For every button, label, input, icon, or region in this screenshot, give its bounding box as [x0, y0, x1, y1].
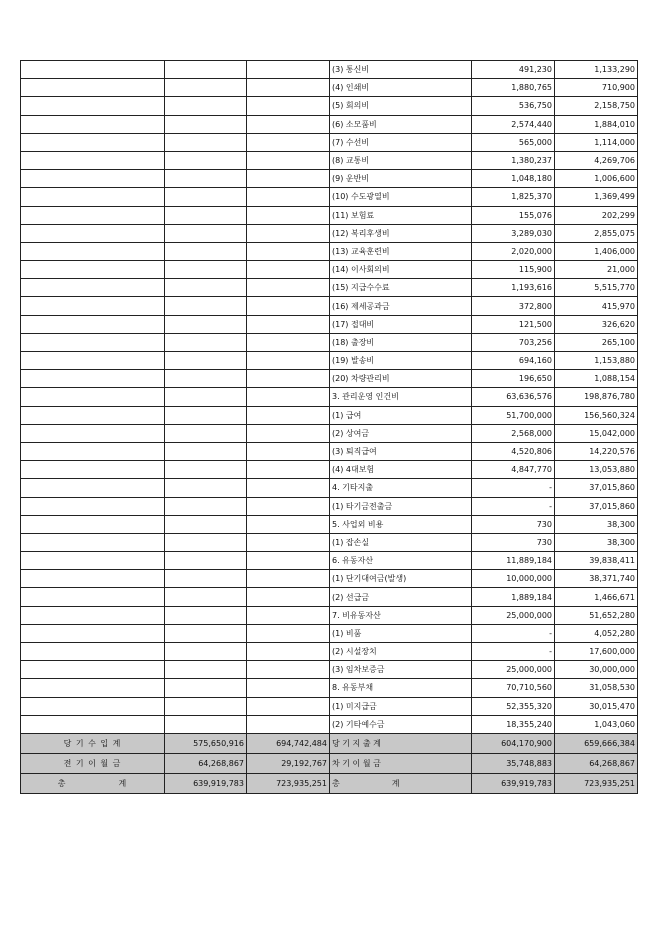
- income-previous-cell: [247, 97, 330, 115]
- expense-current-cell: 2,020,000: [472, 242, 555, 260]
- expense-current-cell: 565,000: [472, 133, 555, 151]
- income-current-cell: [165, 606, 247, 624]
- income-current-cell: [165, 97, 247, 115]
- table-row: [21, 461, 638, 479]
- table-row: [21, 588, 638, 606]
- income-current-cell: [165, 224, 247, 242]
- expense-previous-cell: 30,015,470: [555, 697, 638, 715]
- expense-item-cell: (9) 운반비: [330, 170, 472, 188]
- income-current-cell: [165, 170, 247, 188]
- prior-carryover-current: 64,268,867: [165, 753, 247, 773]
- income-current-cell: [165, 442, 247, 460]
- prior-carryover-label: 전 기 이 월 금: [21, 753, 165, 773]
- table-row: [21, 424, 638, 442]
- expense-item-cell: 4. 기타지출: [330, 479, 472, 497]
- expense-item-cell: (10) 수도광열비: [330, 188, 472, 206]
- income-previous-cell: [247, 333, 330, 351]
- income-item-cell: [21, 552, 165, 570]
- income-previous-cell: [247, 115, 330, 133]
- expense-previous-cell: 1,006,600: [555, 170, 638, 188]
- expense-previous-cell: 37,015,860: [555, 497, 638, 515]
- table-row: [21, 715, 638, 733]
- expense-previous-cell: 5,515,770: [555, 279, 638, 297]
- table-row: [21, 497, 638, 515]
- income-item-cell: [21, 406, 165, 424]
- expense-current-cell: 25,000,000: [472, 661, 555, 679]
- income-item-cell: [21, 643, 165, 661]
- expense-current-cell: 1,889,184: [472, 588, 555, 606]
- income-item-cell: [21, 297, 165, 315]
- expense-previous-cell: 51,652,280: [555, 606, 638, 624]
- income-item-cell: [21, 279, 165, 297]
- expense-current-cell: 1,048,180: [472, 170, 555, 188]
- income-current-cell: [165, 515, 247, 533]
- income-current-cell: [165, 370, 247, 388]
- expense-item-cell: (2) 시설장치: [330, 643, 472, 661]
- expense-item-cell: (7) 수선비: [330, 133, 472, 151]
- expense-item-cell: (14) 이사회의비: [330, 261, 472, 279]
- expense-current-cell: 730: [472, 515, 555, 533]
- expense-current-cell: 115,900: [472, 261, 555, 279]
- income-previous-cell: [247, 206, 330, 224]
- expense-item-cell: (3) 임차보증금: [330, 661, 472, 679]
- ledger-summary: [21, 733, 638, 793]
- income-item-cell: [21, 315, 165, 333]
- expense-previous-cell: 2,855,075: [555, 224, 638, 242]
- table-row: [21, 79, 638, 97]
- income-previous-cell: [247, 442, 330, 460]
- income-previous-cell: [247, 497, 330, 515]
- current-total-row: [21, 733, 638, 753]
- expense-current-cell: 18,355,240: [472, 715, 555, 733]
- income-item-cell: [21, 388, 165, 406]
- income-grand-total-previous: 723,935,251: [247, 773, 330, 793]
- expense-current-cell: 2,568,000: [472, 424, 555, 442]
- income-item-cell: [21, 352, 165, 370]
- table-row: [21, 606, 638, 624]
- income-previous-cell: [247, 606, 330, 624]
- income-item-cell: [21, 515, 165, 533]
- table-row: [21, 61, 638, 79]
- expense-current-cell: 1,880,765: [472, 79, 555, 97]
- next-carryover-previous: 64,268,867: [555, 753, 638, 773]
- income-current-cell: [165, 297, 247, 315]
- expense-current-cell: 1,825,370: [472, 188, 555, 206]
- income-previous-cell: [247, 406, 330, 424]
- income-previous-cell: [247, 643, 330, 661]
- table-row: [21, 697, 638, 715]
- expense-current-cell: 70,710,560: [472, 679, 555, 697]
- income-item-cell: [21, 224, 165, 242]
- income-current-cell: [165, 643, 247, 661]
- expense-grand-total-label-b: 계: [391, 778, 400, 788]
- table-row: [21, 151, 638, 169]
- expense-total-current: 604,170,900: [472, 733, 555, 753]
- income-previous-cell: [247, 79, 330, 97]
- table-row: [21, 242, 638, 260]
- expense-item-cell: (11) 보험료: [330, 206, 472, 224]
- expense-current-cell: 536,750: [472, 97, 555, 115]
- income-previous-cell: [247, 170, 330, 188]
- income-total-current: 575,650,916: [165, 733, 247, 753]
- table-row: [21, 388, 638, 406]
- income-item-cell: [21, 461, 165, 479]
- income-previous-cell: [247, 479, 330, 497]
- income-item-cell: [21, 588, 165, 606]
- income-previous-cell: [247, 224, 330, 242]
- income-previous-cell: [247, 279, 330, 297]
- expense-item-cell: (3) 퇴직급여: [330, 442, 472, 460]
- income-item-cell: [21, 442, 165, 460]
- expense-previous-cell: 38,300: [555, 533, 638, 551]
- income-item-cell: [21, 497, 165, 515]
- table-row: [21, 406, 638, 424]
- expense-current-cell: 121,500: [472, 315, 555, 333]
- expense-grand-total-previous: 723,935,251: [555, 773, 638, 793]
- expense-previous-cell: 415,970: [555, 297, 638, 315]
- expense-previous-cell: 1,043,060: [555, 715, 638, 733]
- income-current-cell: [165, 279, 247, 297]
- expense-current-cell: -: [472, 497, 555, 515]
- expense-item-cell: (4) 4대보험: [330, 461, 472, 479]
- carryover-row: [21, 753, 638, 773]
- expense-grand-total-label: [330, 773, 472, 793]
- income-current-cell: [165, 624, 247, 642]
- expense-previous-cell: 38,371,740: [555, 570, 638, 588]
- income-current-cell: [165, 406, 247, 424]
- table-row: [21, 370, 638, 388]
- income-current-cell: [165, 315, 247, 333]
- income-item-cell: [21, 79, 165, 97]
- table-row: [21, 206, 638, 224]
- table-row: [21, 533, 638, 551]
- income-item-cell: [21, 679, 165, 697]
- expense-item-cell: (19) 발송비: [330, 352, 472, 370]
- table-row: [21, 552, 638, 570]
- grand-total-row: [21, 773, 638, 793]
- expense-current-cell: 1,380,237: [472, 151, 555, 169]
- table-row: [21, 297, 638, 315]
- expense-previous-cell: 156,560,324: [555, 406, 638, 424]
- income-grand-total-label-a: 총: [57, 778, 67, 788]
- expense-previous-cell: 17,600,000: [555, 643, 638, 661]
- table-row: [21, 442, 638, 460]
- expense-current-cell: 4,520,806: [472, 442, 555, 460]
- table-row: [21, 224, 638, 242]
- income-item-cell: [21, 424, 165, 442]
- table-row: [21, 279, 638, 297]
- expense-previous-cell: 1,133,290: [555, 61, 638, 79]
- expense-current-cell: 694,160: [472, 352, 555, 370]
- income-item-cell: [21, 697, 165, 715]
- income-current-cell: [165, 533, 247, 551]
- expense-item-cell: 7. 비유동자산: [330, 606, 472, 624]
- income-previous-cell: [247, 588, 330, 606]
- income-current-cell: [165, 461, 247, 479]
- expense-current-cell: 4,847,770: [472, 461, 555, 479]
- expense-item-cell: (6) 소모품비: [330, 115, 472, 133]
- income-current-cell: [165, 479, 247, 497]
- expense-previous-cell: 202,299: [555, 206, 638, 224]
- expense-current-cell: -: [472, 643, 555, 661]
- income-previous-cell: [247, 297, 330, 315]
- income-item-cell: [21, 61, 165, 79]
- income-current-cell: [165, 242, 247, 260]
- expense-current-cell: 10,000,000: [472, 570, 555, 588]
- expense-item-cell: (1) 미지급금: [330, 697, 472, 715]
- income-current-cell: [165, 133, 247, 151]
- expense-current-cell: 25,000,000: [472, 606, 555, 624]
- income-current-cell: [165, 61, 247, 79]
- expense-item-cell: (2) 상여금: [330, 424, 472, 442]
- table-row: [21, 624, 638, 642]
- income-current-cell: [165, 552, 247, 570]
- income-item-cell: [21, 151, 165, 169]
- income-grand-total-label: [21, 773, 165, 793]
- income-current-cell: [165, 661, 247, 679]
- expense-item-cell: (1) 급여: [330, 406, 472, 424]
- expense-item-cell: (12) 복리후생비: [330, 224, 472, 242]
- expense-item-cell: (1) 단기대여금(발생): [330, 570, 472, 588]
- income-item-cell: [21, 170, 165, 188]
- table-row: [21, 515, 638, 533]
- expense-previous-cell: 14,220,576: [555, 442, 638, 460]
- expense-total-previous: 659,666,384: [555, 733, 638, 753]
- income-current-cell: [165, 679, 247, 697]
- expense-current-cell: -: [472, 479, 555, 497]
- income-expense-ledger-table: [20, 60, 638, 794]
- income-total-previous: 694,742,484: [247, 733, 330, 753]
- table-row: [21, 352, 638, 370]
- expense-item-cell: (2) 선급금: [330, 588, 472, 606]
- expense-previous-cell: 326,620: [555, 315, 638, 333]
- income-item-cell: [21, 570, 165, 588]
- expense-previous-cell: 1,884,010: [555, 115, 638, 133]
- income-current-cell: [165, 261, 247, 279]
- income-previous-cell: [247, 533, 330, 551]
- income-previous-cell: [247, 697, 330, 715]
- expense-previous-cell: 2,158,750: [555, 97, 638, 115]
- income-previous-cell: [247, 352, 330, 370]
- income-current-cell: [165, 497, 247, 515]
- income-current-cell: [165, 588, 247, 606]
- income-current-cell: [165, 188, 247, 206]
- expense-previous-cell: 265,100: [555, 333, 638, 351]
- income-previous-cell: [247, 315, 330, 333]
- next-carryover-label: 차 기 이 월 금: [330, 753, 472, 773]
- income-current-cell: [165, 388, 247, 406]
- income-current-cell: [165, 352, 247, 370]
- expense-current-cell: 51,700,000: [472, 406, 555, 424]
- income-item-cell: [21, 533, 165, 551]
- expense-item-cell: (15) 지급수수료: [330, 279, 472, 297]
- income-current-cell: [165, 333, 247, 351]
- expense-item-cell: (13) 교육훈련비: [330, 242, 472, 260]
- table-row: [21, 570, 638, 588]
- expense-current-cell: 11,889,184: [472, 552, 555, 570]
- expense-item-cell: (8) 교통비: [330, 151, 472, 169]
- income-previous-cell: [247, 661, 330, 679]
- table-row: [21, 188, 638, 206]
- expense-current-cell: 491,230: [472, 61, 555, 79]
- expense-item-cell: (1) 타기금전출금: [330, 497, 472, 515]
- table-row: [21, 679, 638, 697]
- expense-current-cell: -: [472, 624, 555, 642]
- income-current-cell: [165, 570, 247, 588]
- expense-previous-cell: 4,052,280: [555, 624, 638, 642]
- income-item-cell: [21, 115, 165, 133]
- income-item-cell: [21, 661, 165, 679]
- prior-carryover-previous: 29,192,767: [247, 753, 330, 773]
- expense-item-cell: (4) 인쇄비: [330, 79, 472, 97]
- expense-previous-cell: 1,114,000: [555, 133, 638, 151]
- income-previous-cell: [247, 61, 330, 79]
- income-previous-cell: [247, 424, 330, 442]
- table-row: [21, 333, 638, 351]
- expense-total-label: 당 기 지 출 계: [330, 733, 472, 753]
- expense-previous-cell: 30,000,000: [555, 661, 638, 679]
- expense-previous-cell: 710,900: [555, 79, 638, 97]
- income-previous-cell: [247, 133, 330, 151]
- expense-previous-cell: 1,466,671: [555, 588, 638, 606]
- income-item-cell: [21, 261, 165, 279]
- income-current-cell: [165, 79, 247, 97]
- income-item-cell: [21, 606, 165, 624]
- expense-item-cell: (5) 회의비: [330, 97, 472, 115]
- ledger-body: [21, 61, 638, 734]
- income-grand-total-current: 639,919,783: [165, 773, 247, 793]
- expense-grand-total-current: 639,919,783: [472, 773, 555, 793]
- income-item-cell: [21, 370, 165, 388]
- expense-previous-cell: 198,876,780: [555, 388, 638, 406]
- expense-previous-cell: 1,088,154: [555, 370, 638, 388]
- expense-previous-cell: 1,369,499: [555, 188, 638, 206]
- income-previous-cell: [247, 388, 330, 406]
- expense-item-cell: 8. 유동부채: [330, 679, 472, 697]
- expense-item-cell: (1) 잡손실: [330, 533, 472, 551]
- expense-grand-total-label-a: 총: [332, 778, 340, 788]
- table-row: [21, 133, 638, 151]
- table-row: [21, 661, 638, 679]
- table-row: [21, 115, 638, 133]
- income-item-cell: [21, 624, 165, 642]
- income-current-cell: [165, 715, 247, 733]
- income-previous-cell: [247, 461, 330, 479]
- income-previous-cell: [247, 242, 330, 260]
- table-row: [21, 97, 638, 115]
- income-item-cell: [21, 715, 165, 733]
- expense-item-cell: 6. 유동자산: [330, 552, 472, 570]
- expense-previous-cell: 4,269,706: [555, 151, 638, 169]
- expense-current-cell: 703,256: [472, 333, 555, 351]
- table-row: [21, 170, 638, 188]
- expense-current-cell: 196,650: [472, 370, 555, 388]
- income-current-cell: [165, 424, 247, 442]
- income-item-cell: [21, 97, 165, 115]
- income-item-cell: [21, 188, 165, 206]
- income-previous-cell: [247, 624, 330, 642]
- income-current-cell: [165, 115, 247, 133]
- expense-current-cell: 730: [472, 533, 555, 551]
- expense-item-cell: (18) 출장비: [330, 333, 472, 351]
- table-row: [21, 479, 638, 497]
- expense-item-cell: (3) 통신비: [330, 61, 472, 79]
- next-carryover-current: 35,748,883: [472, 753, 555, 773]
- expense-previous-cell: 21,000: [555, 261, 638, 279]
- income-item-cell: [21, 333, 165, 351]
- expense-current-cell: 63,636,576: [472, 388, 555, 406]
- income-item-cell: [21, 133, 165, 151]
- income-previous-cell: [247, 151, 330, 169]
- expense-previous-cell: 39,838,411: [555, 552, 638, 570]
- income-total-label: 당 기 수 입 계: [21, 733, 165, 753]
- expense-current-cell: 52,355,320: [472, 697, 555, 715]
- income-previous-cell: [247, 715, 330, 733]
- income-previous-cell: [247, 370, 330, 388]
- expense-current-cell: 372,800: [472, 297, 555, 315]
- income-grand-total-label-b: 계: [118, 778, 128, 788]
- expense-previous-cell: 1,406,000: [555, 242, 638, 260]
- expense-item-cell: 3. 관리운영 인건비: [330, 388, 472, 406]
- income-current-cell: [165, 206, 247, 224]
- expense-current-cell: 2,574,440: [472, 115, 555, 133]
- income-previous-cell: [247, 515, 330, 533]
- income-previous-cell: [247, 570, 330, 588]
- income-current-cell: [165, 697, 247, 715]
- expense-current-cell: 1,193,616: [472, 279, 555, 297]
- expense-previous-cell: 13,053,880: [555, 461, 638, 479]
- expense-previous-cell: 38,300: [555, 515, 638, 533]
- expense-previous-cell: 15,042,000: [555, 424, 638, 442]
- income-previous-cell: [247, 261, 330, 279]
- expense-item-cell: (20) 차량관리비: [330, 370, 472, 388]
- income-previous-cell: [247, 679, 330, 697]
- income-previous-cell: [247, 188, 330, 206]
- income-current-cell: [165, 151, 247, 169]
- expense-previous-cell: 31,058,530: [555, 679, 638, 697]
- expense-current-cell: 155,076: [472, 206, 555, 224]
- table-row: [21, 315, 638, 333]
- expense-previous-cell: 1,153,880: [555, 352, 638, 370]
- income-previous-cell: [247, 552, 330, 570]
- expense-item-cell: 5. 사업외 비용: [330, 515, 472, 533]
- table-row: [21, 261, 638, 279]
- income-item-cell: [21, 479, 165, 497]
- expense-current-cell: 3,289,030: [472, 224, 555, 242]
- expense-item-cell: (17) 접대비: [330, 315, 472, 333]
- income-item-cell: [21, 206, 165, 224]
- expense-item-cell: (16) 제세공과금: [330, 297, 472, 315]
- income-item-cell: [21, 242, 165, 260]
- table-row: [21, 643, 638, 661]
- expense-item-cell: (2) 기타예수금: [330, 715, 472, 733]
- expense-item-cell: (1) 비품: [330, 624, 472, 642]
- expense-previous-cell: 37,015,860: [555, 479, 638, 497]
